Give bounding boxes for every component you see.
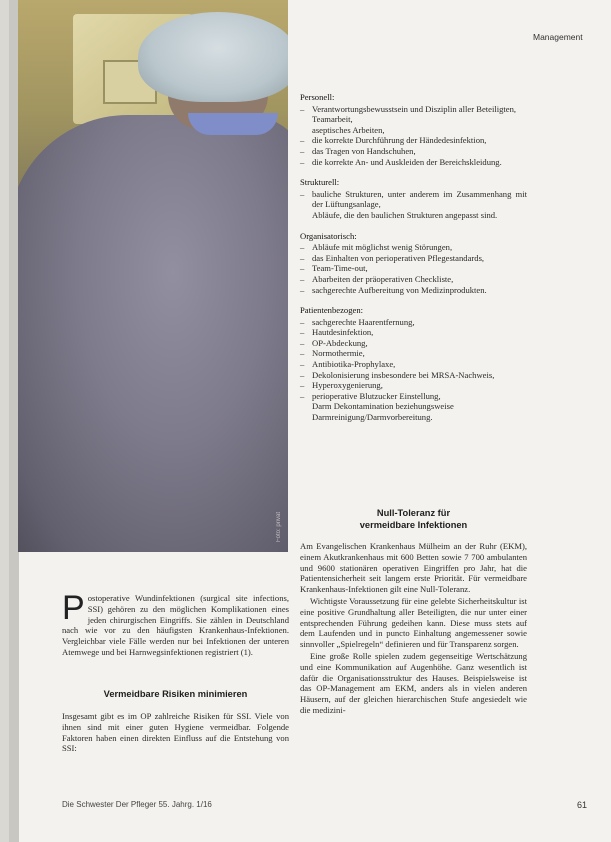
risks-body bbox=[62, 711, 289, 754]
factor-group bbox=[300, 92, 527, 167]
surgeon-photo bbox=[18, 0, 288, 552]
drop-cap: P bbox=[62, 589, 85, 627]
paragraph: Insgesamt gibt es im OP zahlreiche Risiken für SSI. Viele von ihnen sind mit einer guten Hygiene vermeidbar. Folgende Faktoren haben einen direkten Einfluss auf die Entstehung von SSI: bbox=[62, 711, 289, 754]
list-item: – sachgerechte Aufbereitung von Medizinprodukten. bbox=[300, 285, 527, 296]
list-item: – Hautdesinfektion, bbox=[300, 327, 527, 338]
paragraph: Eine große Rolle spielen zudem gegenseitige Wertschätzung und eine Kommunikation auf Augenhöhe. Ganz wesentlich ist dafür die Organisationsstruktur des Hauses. Beispielsweise ist das OP-Management am EKM, anders als in vielen anderen Häusern, auf der gleichen hierarchischen Stufe angesiedelt wie die medizini- bbox=[300, 650, 527, 715]
factor-group-title: Organisatorisch: bbox=[300, 230, 357, 241]
heading-line: Vermeidbare Risiken minimieren bbox=[103, 689, 248, 699]
list-item-continuation: Darm Dekontamination beziehungsweise Darmreinigung/Darmvorbereitung. bbox=[312, 401, 454, 423]
factor-list bbox=[300, 317, 527, 423]
paragraph: Am Evangelischen Krankenhaus Mülheim an der Ruhr (EKM), einem Akutkrankenhaus mit 600 Betten sowie 7 700 ambulanten und 9600 stationären operativen Eingriffen pro Jahr, hat die Patientensicherheit seit langem erste Priorität. Für vermeidbare Krankenhaus-Infektionen gilt eine Null-Toleranz. bbox=[300, 541, 527, 595]
photo-surgical-cap bbox=[138, 12, 288, 102]
heading-line: vermeidbare Infektionen bbox=[359, 520, 468, 530]
heading-line: Null-Toleranz für bbox=[376, 508, 451, 518]
factor-group bbox=[300, 177, 527, 220]
list-item: – sachgerechte Haarentfernung, bbox=[300, 317, 527, 328]
null-tolerance-body bbox=[300, 541, 527, 716]
list-item: – Dekolonisierung insbesondere bei MRSA-Nachweis, bbox=[300, 370, 527, 381]
factor-lists bbox=[300, 92, 527, 433]
section-label: Management bbox=[533, 32, 583, 42]
list-item: – OP-Abdeckung, bbox=[300, 338, 527, 349]
list-item-continuation: aseptisches Arbeiten, bbox=[312, 124, 385, 135]
list-item: – die korrekte An- und Auskleiden der Bereichskleidung. bbox=[300, 157, 527, 168]
list-item-continuation: Teamarbeit, bbox=[312, 114, 353, 125]
factor-group-title: Personell: bbox=[300, 92, 335, 102]
list-item: – perioperative Blutzucker Einstellung, bbox=[300, 391, 527, 402]
null-tolerance-heading bbox=[300, 507, 527, 531]
risks-heading bbox=[62, 688, 289, 700]
list-item: – Abarbeiten der präoperativen Checkliste, bbox=[300, 274, 527, 285]
list-item: – Team-Time-out, bbox=[300, 263, 527, 274]
factor-group-title: Strukturell: bbox=[300, 177, 340, 188]
page-number: 61 bbox=[577, 800, 588, 810]
photo-surgical-gown bbox=[18, 115, 288, 552]
factor-list bbox=[300, 242, 527, 295]
list-item: – die korrekte Durchführung der Händedesinfektion, bbox=[300, 135, 527, 146]
factor-group bbox=[300, 305, 527, 423]
list-item: – Verantwortungsbewusstsein und Disziplin aller Beteiligten, bbox=[300, 104, 527, 115]
intro-paragraph bbox=[62, 589, 289, 658]
list-item: – Antibiotika-Prophylaxe, bbox=[300, 359, 527, 370]
list-item: – das Tragen von Handschuhen, bbox=[300, 146, 527, 157]
list-item: – bauliche Strukturen, unter anderem im Zusammenhang mit der Lüftungsanlage, bbox=[300, 189, 527, 210]
list-item: – Hyperoxygenierung, bbox=[300, 380, 527, 391]
factor-list bbox=[300, 104, 527, 168]
list-item: – das Einhalten von perioperativen Pflegestandards, bbox=[300, 253, 527, 264]
factor-list bbox=[300, 189, 527, 221]
list-item: – Abläufe mit möglichst wenig Störungen, bbox=[300, 242, 527, 253]
photo-credit: Foto: privat bbox=[276, 511, 282, 542]
list-item-continuation: Abläufe, die den baulichen Strukturen angepasst sind. bbox=[312, 209, 498, 220]
factor-group bbox=[300, 231, 527, 296]
journal-footer: Die Schwester Der Pfleger 55. Jahrg. 1/16 bbox=[62, 800, 212, 809]
factor-group-title: Patientenbezogen: bbox=[300, 305, 363, 316]
paragraph: Wichtigste Voraussetzung für eine gelebte Sicherheitskultur ist eine positive Grundhaltung aller Beteiligten, die nur unter einer entsprechenden Führung gedeihen kann. Diese muss stets auf dem Laufenden und in puncto Einhaltung angemessener sowie sinnvoller „Spielregeln“ definieren und für Transparenz sorgen. bbox=[300, 595, 527, 650]
intro-text: ostoperative Wundinfektionen (surgical site infections, SSI) gehören zu den möglichen Komplikationen eines jeden chirurgischen Eingriffs. Sie zählen in Deutschland nach wie vor zu den häufigsten Krankenhaus-Infektionen. Vergleichbar viele Fälle werden nur bei Infektionen der unteren Atemwege und bei Harnwegsinfektionen registriert (1). bbox=[62, 593, 289, 657]
photo-gown-collar bbox=[188, 113, 278, 135]
list-item: – Normothermie, bbox=[300, 348, 527, 359]
